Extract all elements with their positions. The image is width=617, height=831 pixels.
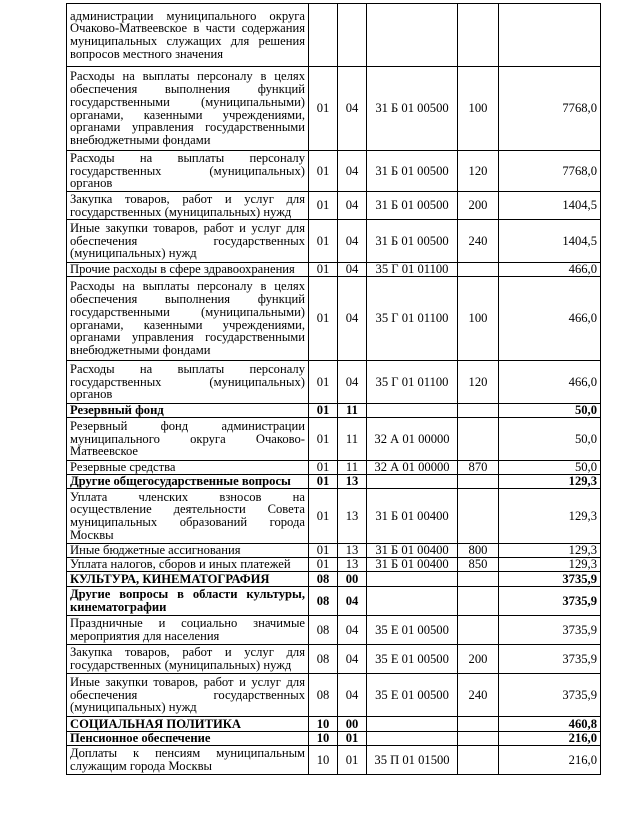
row-name-cell: Пенсионное обеспечение	[67, 732, 309, 746]
section-code-cell: 10	[309, 746, 338, 775]
table-row	[67, 404, 601, 418]
subsection-code-cell: 13	[338, 544, 367, 558]
expense-type-cell: 240	[458, 674, 499, 717]
target-article-cell: 35 Е 01 00500	[367, 645, 458, 674]
target-article-cell	[367, 4, 458, 67]
amount-cell: 1404,5	[499, 220, 601, 263]
subsection-code-cell: 01	[338, 746, 367, 775]
row-name-cell: Резервный фонд администрации муниципального округа Очаково-Матвеевское	[67, 418, 309, 461]
subsection-code-cell: 04	[338, 277, 367, 361]
expense-type-cell: 120	[458, 361, 499, 404]
table-row	[67, 645, 601, 674]
target-article-cell: 35 Е 01 00500	[367, 674, 458, 717]
subsection-code-cell: 11	[338, 404, 367, 418]
target-article-cell: 32 А 01 00000	[367, 418, 458, 461]
section-code-cell: 08	[309, 587, 338, 616]
amount-cell: 216,0	[499, 732, 601, 746]
target-article-cell	[367, 475, 458, 489]
subsection-code-cell: 13	[338, 475, 367, 489]
table-row	[67, 616, 601, 645]
expense-type-cell	[458, 732, 499, 746]
target-article-cell: 35 Г 01 01100	[367, 361, 458, 404]
row-name-cell: Другие общегосударственные вопросы	[67, 475, 309, 489]
amount-cell: 1404,5	[499, 192, 601, 220]
section-code-cell: 08	[309, 616, 338, 645]
row-name-cell: Закупка товаров, работ и услуг для государственных (муниципальных) нужд	[67, 192, 309, 220]
amount-cell: 3735,9	[499, 616, 601, 645]
section-code-cell: 01	[309, 67, 338, 151]
table-row	[67, 67, 601, 151]
table-row	[67, 674, 601, 717]
section-code-cell: 01	[309, 404, 338, 418]
row-name-cell: Уплата налогов, сборов и иных платежей	[67, 558, 309, 572]
subsection-code-cell: 13	[338, 489, 367, 544]
amount-cell: 129,3	[499, 489, 601, 544]
expense-type-cell	[458, 475, 499, 489]
table-row	[67, 587, 601, 616]
section-code-cell: 01	[309, 361, 338, 404]
target-article-cell: 31 Б 01 00400	[367, 558, 458, 572]
expense-type-cell: 200	[458, 192, 499, 220]
table-row	[67, 461, 601, 475]
row-name-cell: Расходы на выплаты персоналу государственных (муниципальных) органов	[67, 361, 309, 404]
amount-cell: 3735,9	[499, 572, 601, 587]
target-article-cell: 35 П 01 01500	[367, 746, 458, 775]
subsection-code-cell: 04	[338, 361, 367, 404]
amount-cell: 50,0	[499, 418, 601, 461]
subsection-code-cell: 00	[338, 572, 367, 587]
section-code-cell: 01	[309, 418, 338, 461]
amount-cell: 216,0	[499, 746, 601, 775]
table-row	[67, 572, 601, 587]
table-row	[67, 4, 601, 67]
section-code-cell: 08	[309, 645, 338, 674]
target-article-cell: 31 Б 01 00500	[367, 151, 458, 192]
row-name-cell: Другие вопросы в области культуры, кинематографии	[67, 587, 309, 616]
subsection-code-cell	[338, 4, 367, 67]
section-code-cell: 01	[309, 544, 338, 558]
expense-type-cell	[458, 418, 499, 461]
section-code-cell: 10	[309, 732, 338, 746]
budget-table-body	[67, 4, 601, 775]
target-article-cell: 31 Б 01 00500	[367, 192, 458, 220]
row-name-cell: Иные закупки товаров, работ и услуг для обеспечения государственных (муниципальных) нужд	[67, 674, 309, 717]
table-row	[67, 151, 601, 192]
section-code-cell: 08	[309, 674, 338, 717]
subsection-code-cell: 04	[338, 674, 367, 717]
subsection-code-cell: 04	[338, 645, 367, 674]
amount-cell: 3735,9	[499, 645, 601, 674]
subsection-code-cell: 00	[338, 717, 367, 732]
section-code-cell: 01	[309, 220, 338, 263]
expense-type-cell	[458, 404, 499, 418]
amount-cell: 129,3	[499, 558, 601, 572]
table-row	[67, 732, 601, 746]
amount-cell: 129,3	[499, 475, 601, 489]
table-row	[67, 277, 601, 361]
table-row	[67, 489, 601, 544]
section-code-cell: 01	[309, 192, 338, 220]
target-article-cell	[367, 587, 458, 616]
subsection-code-cell: 04	[338, 67, 367, 151]
section-code-cell: 10	[309, 717, 338, 732]
amount-cell: 466,0	[499, 361, 601, 404]
row-name-cell: Уплата членских взносов на осуществление деятельности Совета муниципальных образований города Москвы	[67, 489, 309, 544]
section-code-cell: 01	[309, 475, 338, 489]
table-row	[67, 746, 601, 775]
subsection-code-cell: 04	[338, 151, 367, 192]
table-row	[67, 717, 601, 732]
expense-type-cell	[458, 572, 499, 587]
table-row	[67, 418, 601, 461]
row-name-cell: Расходы на выплаты персоналу государственных (муниципальных) органов	[67, 151, 309, 192]
target-article-cell	[367, 404, 458, 418]
subsection-code-cell: 01	[338, 732, 367, 746]
expense-type-cell: 100	[458, 277, 499, 361]
section-code-cell: 01	[309, 558, 338, 572]
amount-cell: 7768,0	[499, 67, 601, 151]
amount-cell: 50,0	[499, 404, 601, 418]
row-name-cell: Закупка товаров, работ и услуг для государственных (муниципальных) нужд	[67, 645, 309, 674]
target-article-cell: 35 Е 01 00500	[367, 616, 458, 645]
section-code-cell	[309, 4, 338, 67]
expense-type-cell: 240	[458, 220, 499, 263]
target-article-cell	[367, 732, 458, 746]
expense-type-cell	[458, 4, 499, 67]
section-code-cell: 08	[309, 572, 338, 587]
subsection-code-cell: 04	[338, 263, 367, 277]
row-name-cell: Резервный фонд	[67, 404, 309, 418]
target-article-cell: 35 Г 01 01100	[367, 263, 458, 277]
row-name-cell: Иные бюджетные ассигнования	[67, 544, 309, 558]
row-name-cell: Иные закупки товаров, работ и услуг для обеспечения государственных (муниципальных) нужд	[67, 220, 309, 263]
section-code-cell: 01	[309, 489, 338, 544]
row-name-cell: Резервные средства	[67, 461, 309, 475]
subsection-code-cell: 11	[338, 418, 367, 461]
section-code-cell: 01	[309, 277, 338, 361]
amount-cell: 3735,9	[499, 587, 601, 616]
target-article-cell: 31 Б 01 00500	[367, 220, 458, 263]
row-name-cell: Расходы на выплаты персоналу в целях обеспечения выполнения функций государственными (муниципальными) органами, казенными учреждениями, органами управления государственными внебюджетными фондами	[67, 67, 309, 151]
row-name-cell: администрации муниципального округа Очаково-Матвеевское в части содержания муниципальных служащих для решения вопросов местного значения	[67, 4, 309, 67]
amount-cell: 466,0	[499, 263, 601, 277]
amount-cell: 466,0	[499, 277, 601, 361]
subsection-code-cell: 13	[338, 558, 367, 572]
expense-type-cell	[458, 746, 499, 775]
amount-cell: 129,3	[499, 544, 601, 558]
amount-cell	[499, 4, 601, 67]
target-article-cell: 31 Б 01 00400	[367, 544, 458, 558]
budget-table	[66, 3, 601, 775]
subsection-code-cell: 04	[338, 587, 367, 616]
expense-type-cell	[458, 587, 499, 616]
target-article-cell: 31 Б 01 00500	[367, 67, 458, 151]
expense-type-cell: 850	[458, 558, 499, 572]
table-row	[67, 558, 601, 572]
row-name-cell: Прочие расходы в сфере здравоохранения	[67, 263, 309, 277]
amount-cell: 50,0	[499, 461, 601, 475]
subsection-code-cell: 11	[338, 461, 367, 475]
amount-cell: 3735,9	[499, 674, 601, 717]
subsection-code-cell: 04	[338, 616, 367, 645]
row-name-cell: Праздничные и социально значимые мероприятия для населения	[67, 616, 309, 645]
amount-cell: 460,8	[499, 717, 601, 732]
expense-type-cell	[458, 263, 499, 277]
row-name-cell: Расходы на выплаты персоналу в целях обеспечения выполнения функций государственными (муниципальными) органами, казенными учреждениями, органами управления государственными внебюджетными фондами	[67, 277, 309, 361]
subsection-code-cell: 04	[338, 220, 367, 263]
row-name-cell: СОЦИАЛЬНАЯ ПОЛИТИКА	[67, 717, 309, 732]
target-article-cell	[367, 717, 458, 732]
row-name-cell: КУЛЬТУРА, КИНЕМАТОГРАФИЯ	[67, 572, 309, 587]
expense-type-cell: 870	[458, 461, 499, 475]
subsection-code-cell: 04	[338, 192, 367, 220]
table-row	[67, 192, 601, 220]
table-row	[67, 220, 601, 263]
section-code-cell: 01	[309, 263, 338, 277]
target-article-cell: 35 Г 01 01100	[367, 277, 458, 361]
table-row	[67, 361, 601, 404]
table-row	[67, 475, 601, 489]
target-article-cell: 32 А 01 00000	[367, 461, 458, 475]
table-row	[67, 263, 601, 277]
table-row	[67, 544, 601, 558]
expense-type-cell: 120	[458, 151, 499, 192]
expense-type-cell	[458, 616, 499, 645]
expense-type-cell: 800	[458, 544, 499, 558]
amount-cell: 7768,0	[499, 151, 601, 192]
expense-type-cell	[458, 717, 499, 732]
expense-type-cell	[458, 489, 499, 544]
section-code-cell: 01	[309, 461, 338, 475]
target-article-cell: 31 Б 01 00400	[367, 489, 458, 544]
target-article-cell	[367, 572, 458, 587]
row-name-cell: Доплаты к пенсиям муниципальным служащим города Москвы	[67, 746, 309, 775]
expense-type-cell: 100	[458, 67, 499, 151]
expense-type-cell: 200	[458, 645, 499, 674]
section-code-cell: 01	[309, 151, 338, 192]
